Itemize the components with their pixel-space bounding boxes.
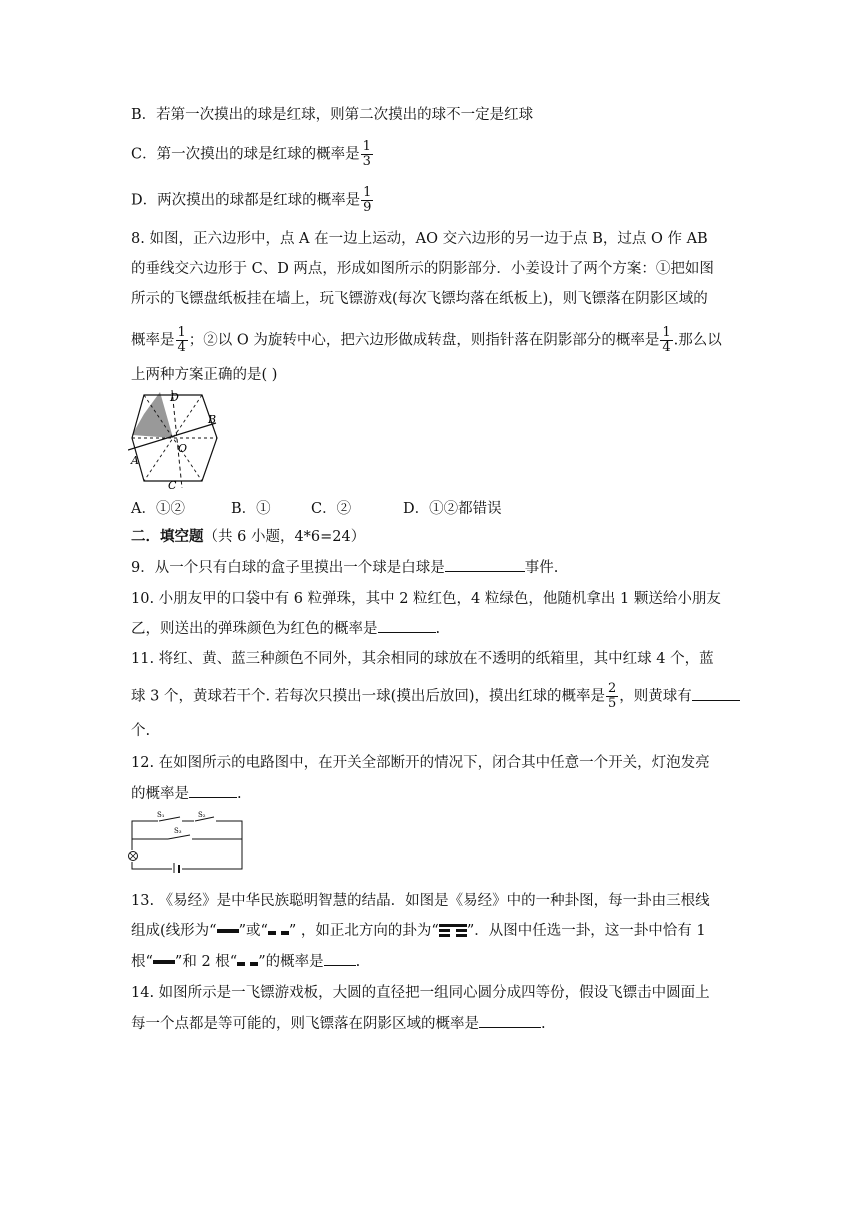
q10-line-1: 10. 小朋友甲的口袋中有 6 粒弹珠，其中 2 粒红色，4 粒绿色，他随机拿出 1 颗送给小朋友: [131, 591, 721, 607]
q13-line-2: 组成(线形为“ ”或“ ” ，如正北方向的卦为“ ”．从图中任选一卦，这一卦中恰有 1: [131, 920, 706, 942]
circuit-outline: [132, 821, 242, 869]
q14-line-2: 每一个点都是等可能的，则飞镖落在阴影区域的概率是 .: [131, 1012, 546, 1035]
fraction: $\frac{1}{4}$: [177, 325, 186, 355]
q11-line-1: 11. 将红、黄、蓝三种颜色不同外，其余相同的球放在不透明的纸箱里，其中红球 4 个，蓝: [131, 651, 714, 667]
q8-line-2: 的垂线交六边形于 C、D 两点，形成如图所示的阴影部分．小姜设计了两个方案：①把如图: [131, 261, 714, 277]
fraction: $\frac{1}{4}$: [662, 325, 671, 355]
q8-line-5: 上两种方案正确的是( ): [131, 367, 278, 383]
q14-line-1: 14. 如图所示是一飞镖游戏板，大圆的直径把一组同心圆分成四等份，假设飞镖击中圆面上: [131, 985, 710, 1001]
q7-option-b: B．若第一次摸出的球是红球，则第二次摸出的球不一定是红球: [131, 107, 534, 123]
label-s1: S₁: [157, 811, 165, 819]
label-s2: S₂: [198, 811, 206, 819]
circuit-diagram: [128, 811, 246, 873]
q7-option-c: C．第一次摸出的球是红球的概率是 $\frac{1}{3}$: [131, 139, 371, 169]
label-o: O: [178, 442, 188, 455]
north-trigram-icon: [439, 924, 467, 938]
q8-line-3: 所示的飞镖盘纸板挂在墙上，玩飞镖游戏(每次飞镖均落在纸板上)，则飞镖落在阴影区域的: [131, 291, 708, 307]
answer-blank: [445, 556, 525, 572]
q8-options: [131, 498, 502, 520]
fraction: $\frac{1}{3}$: [362, 139, 371, 169]
q13-line-1: 13. 《易经》是中华民族聪明智慧的结晶．如图是《易经》中的一种卦图，每一卦由三根线: [131, 893, 710, 909]
q11-line-2: 球 3 个，黄球若干个. 若每次只摸出一球(摸出后放回)，摸出红球的概率是 $\frac{2}{5}$ ，则黄球有: [131, 682, 740, 711]
q7-option-d: D．两次摸出的球都是红球的概率是 $\frac{1}{9}$: [131, 185, 372, 215]
answer-blank: [324, 950, 356, 966]
section-heading: 二．填空题（共 6 小题，4*6=24）: [131, 528, 366, 545]
answer-blank: [189, 782, 237, 798]
hexagon-dartboard-figure: [128, 390, 224, 490]
answer-blank: [692, 685, 740, 701]
q13-line-3: 根“ ”和 2 根“ ”的概率是 .: [131, 950, 360, 973]
broken-line-icon: [237, 951, 258, 973]
q10-line-2: 乙，则送出的弹珠颜色为红色的概率是 .: [131, 617, 440, 640]
switch-s3: [168, 835, 190, 839]
q12-line-2: 的概率是 .: [131, 782, 242, 805]
q12-line-1: 12. 在如图所示的电路图中，在开关全部断开的情况下，闭合其中任意一个开关，灯泡发亮: [131, 755, 710, 771]
q8-option-c: C．②: [311, 501, 352, 517]
answer-blank: [479, 1012, 541, 1028]
q8-option-d: D．①②都错误: [403, 501, 502, 517]
label-d: D: [170, 391, 179, 404]
label-b: B: [208, 413, 217, 426]
solid-line-icon: [217, 929, 239, 933]
fraction: $\frac{1}{9}$: [363, 185, 372, 215]
q8-option-a: A．①②: [131, 501, 185, 517]
q11-line-3: 个.: [131, 723, 151, 739]
label-c: C: [168, 479, 177, 490]
solid-line-icon: [153, 960, 175, 964]
answer-blank: [378, 617, 436, 633]
q8-option-b: B．①: [231, 501, 271, 517]
broken-line-icon: [268, 920, 289, 942]
q8-line-4: 概率是 $\frac{1}{4}$ ；②以 O 为旋转中心，把六边形做成转盘，则指针落在阴影部分的概率是 $\frac{1}{4}$ .那么以: [131, 325, 722, 355]
line-cd: [172, 390, 182, 488]
q8-line-1: 8. 如图，正六边形中，点 A 在一边上运动，AO 交六边形的另一边于点 B，过点 O 作 AB: [131, 231, 708, 247]
label-a: A: [131, 454, 139, 467]
q9: 9．从一个只有白球的盒子里摸出一个球是白球是 事件.: [131, 556, 558, 579]
label-s3: S₃: [174, 827, 182, 835]
fraction: $\frac{2}{5}$: [607, 681, 617, 711]
